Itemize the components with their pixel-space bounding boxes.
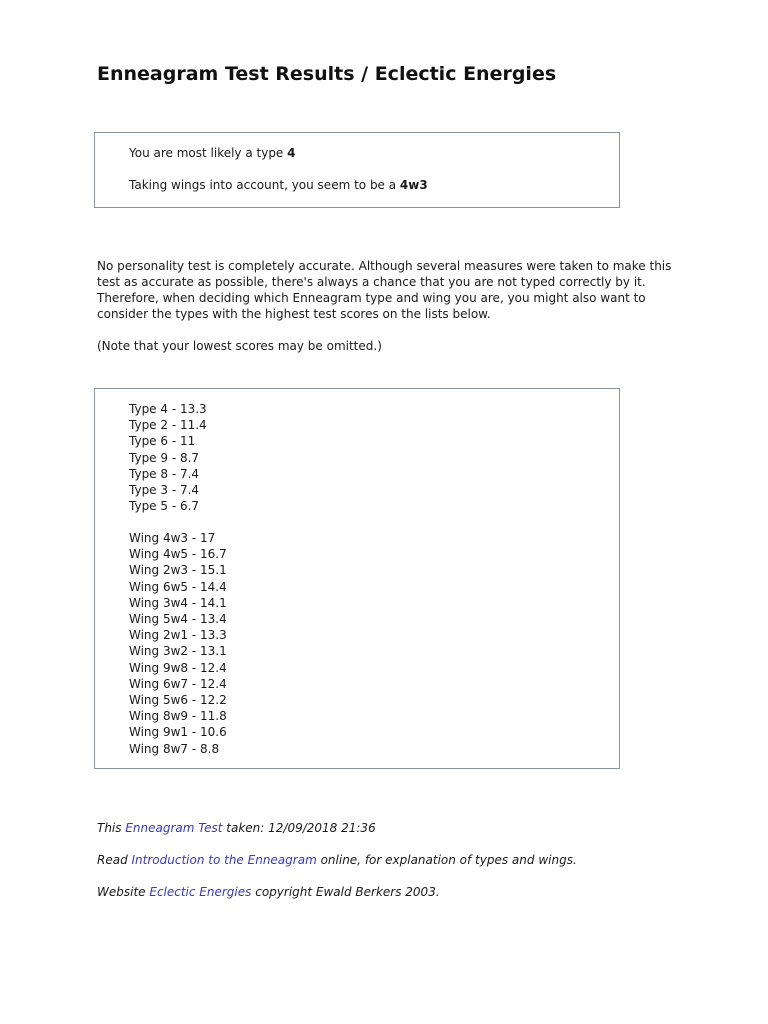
wing-score-item: Wing 2w3 - 15.1: [129, 563, 227, 578]
wing-score-item: Wing 3w4 - 14.1: [129, 595, 227, 610]
type-score-item: Type 9 - 8.7: [129, 450, 200, 465]
type-score-item: Type 4 - 13.3: [129, 402, 207, 416]
disclaimer-paragraph: No personality test is completely accurate. Although several measures were taken to make this test as accurate as possible, there's always a chance that you are not typed correctly by it. Therefore, when deciding which Enneagram type and wing you are, you might also want to consider the types with the highest test scores on the lists below.: [97, 259, 672, 321]
taken-prefix: This: [97, 821, 126, 835]
type-prefix: You are most likely a type: [129, 146, 288, 160]
wing-score-item: Wing 5w6 - 12.2: [129, 693, 227, 708]
type-score-item: Type 2 - 11.4: [129, 418, 207, 433]
type-score-item: Type 8 - 7.4: [129, 466, 200, 481]
introduction-link[interactable]: Introduction to the Enneagram: [131, 853, 317, 867]
wing-value: 4w3: [399, 178, 428, 192]
result-box: [94, 132, 620, 208]
wing-score-item: Wing 9w1 - 10.6: [129, 725, 227, 740]
enneagram-test-link[interactable]: Enneagram Test: [125, 821, 223, 835]
wing-score-item: Wing 3w2 - 13.1: [129, 644, 227, 659]
note-text: (Note that your lowest scores may be omitted.): [97, 339, 382, 353]
wing-prefix: Taking wings into account, you seem to be a: [129, 178, 400, 192]
type-score-item: Type 5 - 6.7: [129, 499, 200, 514]
wing-score-item: Wing 9w8 - 12.4: [129, 660, 227, 675]
type-score-list: [129, 401, 207, 514]
wing-score-item: Wing 8w9 - 11.8: [129, 709, 227, 724]
wing-score-item: Wing 4w5 - 16.7: [129, 547, 227, 562]
wing-score-item: Wing 6w7 - 12.4: [129, 676, 227, 691]
eclectic-energies-link[interactable]: Eclectic Energies: [149, 885, 252, 899]
wing-score-item: Wing 4w3 - 17: [129, 531, 216, 545]
wing-type: [129, 177, 428, 193]
most-likely-type: [129, 145, 296, 161]
wing-score-list: [129, 530, 227, 757]
type-score-item: Type 3 - 7.4: [129, 483, 200, 498]
website-suffix: copyright Ewald Berkers 2003.: [251, 885, 440, 899]
wing-score-item: Wing 5w4 - 13.4: [129, 612, 227, 627]
read-prefix: Read: [97, 853, 132, 867]
taken-suffix: taken: 12/09/2018 21:36: [222, 821, 376, 835]
read-intro-line: [97, 852, 577, 868]
wing-score-item: Wing 8w7 - 8.8: [129, 741, 220, 756]
read-suffix: online, for explanation of types and wings.: [316, 853, 577, 867]
page-title: Enneagram Test Results / Eclectic Energies: [97, 63, 557, 85]
wing-score-item: Wing 6w5 - 14.4: [129, 579, 227, 594]
website-line: [97, 884, 440, 900]
test-taken-line: [97, 820, 376, 836]
type-score-item: Type 6 - 11: [129, 434, 196, 449]
type-value: 4: [287, 146, 296, 160]
scores-box: [94, 388, 620, 769]
website-prefix: Website: [97, 885, 150, 899]
wing-score-item: Wing 2w1 - 13.3: [129, 628, 227, 643]
